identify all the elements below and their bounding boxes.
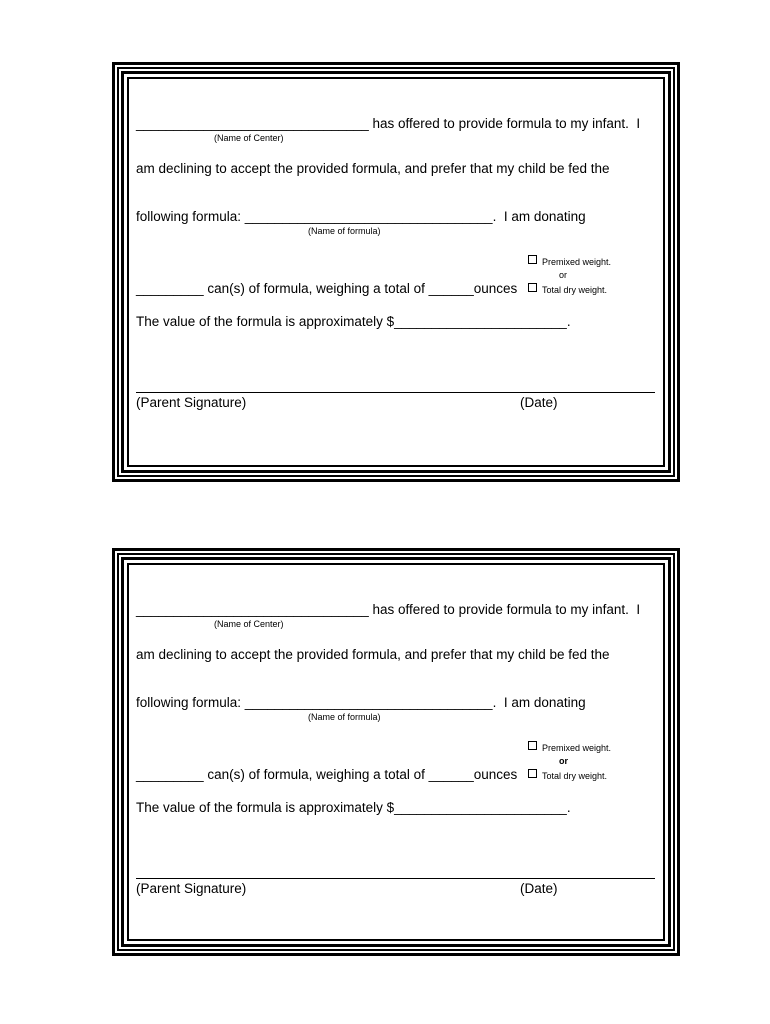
center-statement-line[interactable]: _______________________________ has offered to provide formula to my infant. I <box>136 116 641 131</box>
formula-name-line[interactable]: following formula: _________________________________. I am donating <box>136 209 586 224</box>
formula-declination-form-1 <box>112 62 680 482</box>
date-label: (Date) <box>520 881 558 896</box>
premixed-weight-label: Premixed weight. <box>542 257 612 267</box>
cans-weight-line[interactable]: _________ can(s) of formula, weighing a total of ______ounces <box>136 281 518 296</box>
or-label: or <box>559 756 568 766</box>
formula-value-line[interactable]: The value of the formula is approximately $_______________________. <box>136 800 571 815</box>
date-label: (Date) <box>520 395 558 410</box>
premixed-weight-checkbox[interactable] <box>528 255 537 264</box>
premixed-weight-checkbox[interactable] <box>528 741 537 750</box>
cans-weight-line[interactable]: _________ can(s) of formula, weighing a total of ______ounces <box>136 767 518 782</box>
name-of-formula-caption: (Name of formula) <box>308 226 381 236</box>
premixed-weight-label: Premixed weight. <box>542 743 612 753</box>
or-label: or <box>559 270 568 280</box>
parent-signature-label: (Parent Signature) <box>136 395 247 410</box>
formula-declination-form-2 <box>112 548 680 956</box>
total-dry-weight-checkbox[interactable] <box>528 283 537 292</box>
formula-name-line[interactable]: following formula: _________________________________. I am donating <box>136 695 586 710</box>
signature-line[interactable] <box>136 392 655 393</box>
name-of-center-caption: (Name of Center) <box>214 619 284 629</box>
name-of-center-caption: (Name of Center) <box>214 133 284 143</box>
center-statement-line[interactable]: _______________________________ has offered to provide formula to my infant. I <box>136 602 641 617</box>
total-dry-weight-label: Total dry weight. <box>542 771 608 781</box>
total-dry-weight-checkbox[interactable] <box>528 769 537 778</box>
parent-signature-label: (Parent Signature) <box>136 881 247 896</box>
name-of-formula-caption: (Name of formula) <box>308 712 381 722</box>
formula-value-line[interactable]: The value of the formula is approximately $_______________________. <box>136 314 571 329</box>
declining-statement-line: am declining to accept the provided formula, and prefer that my child be fed the <box>136 647 610 662</box>
signature-line[interactable] <box>136 878 655 879</box>
total-dry-weight-label: Total dry weight. <box>542 285 608 295</box>
declining-statement-line: am declining to accept the provided formula, and prefer that my child be fed the <box>136 161 610 176</box>
